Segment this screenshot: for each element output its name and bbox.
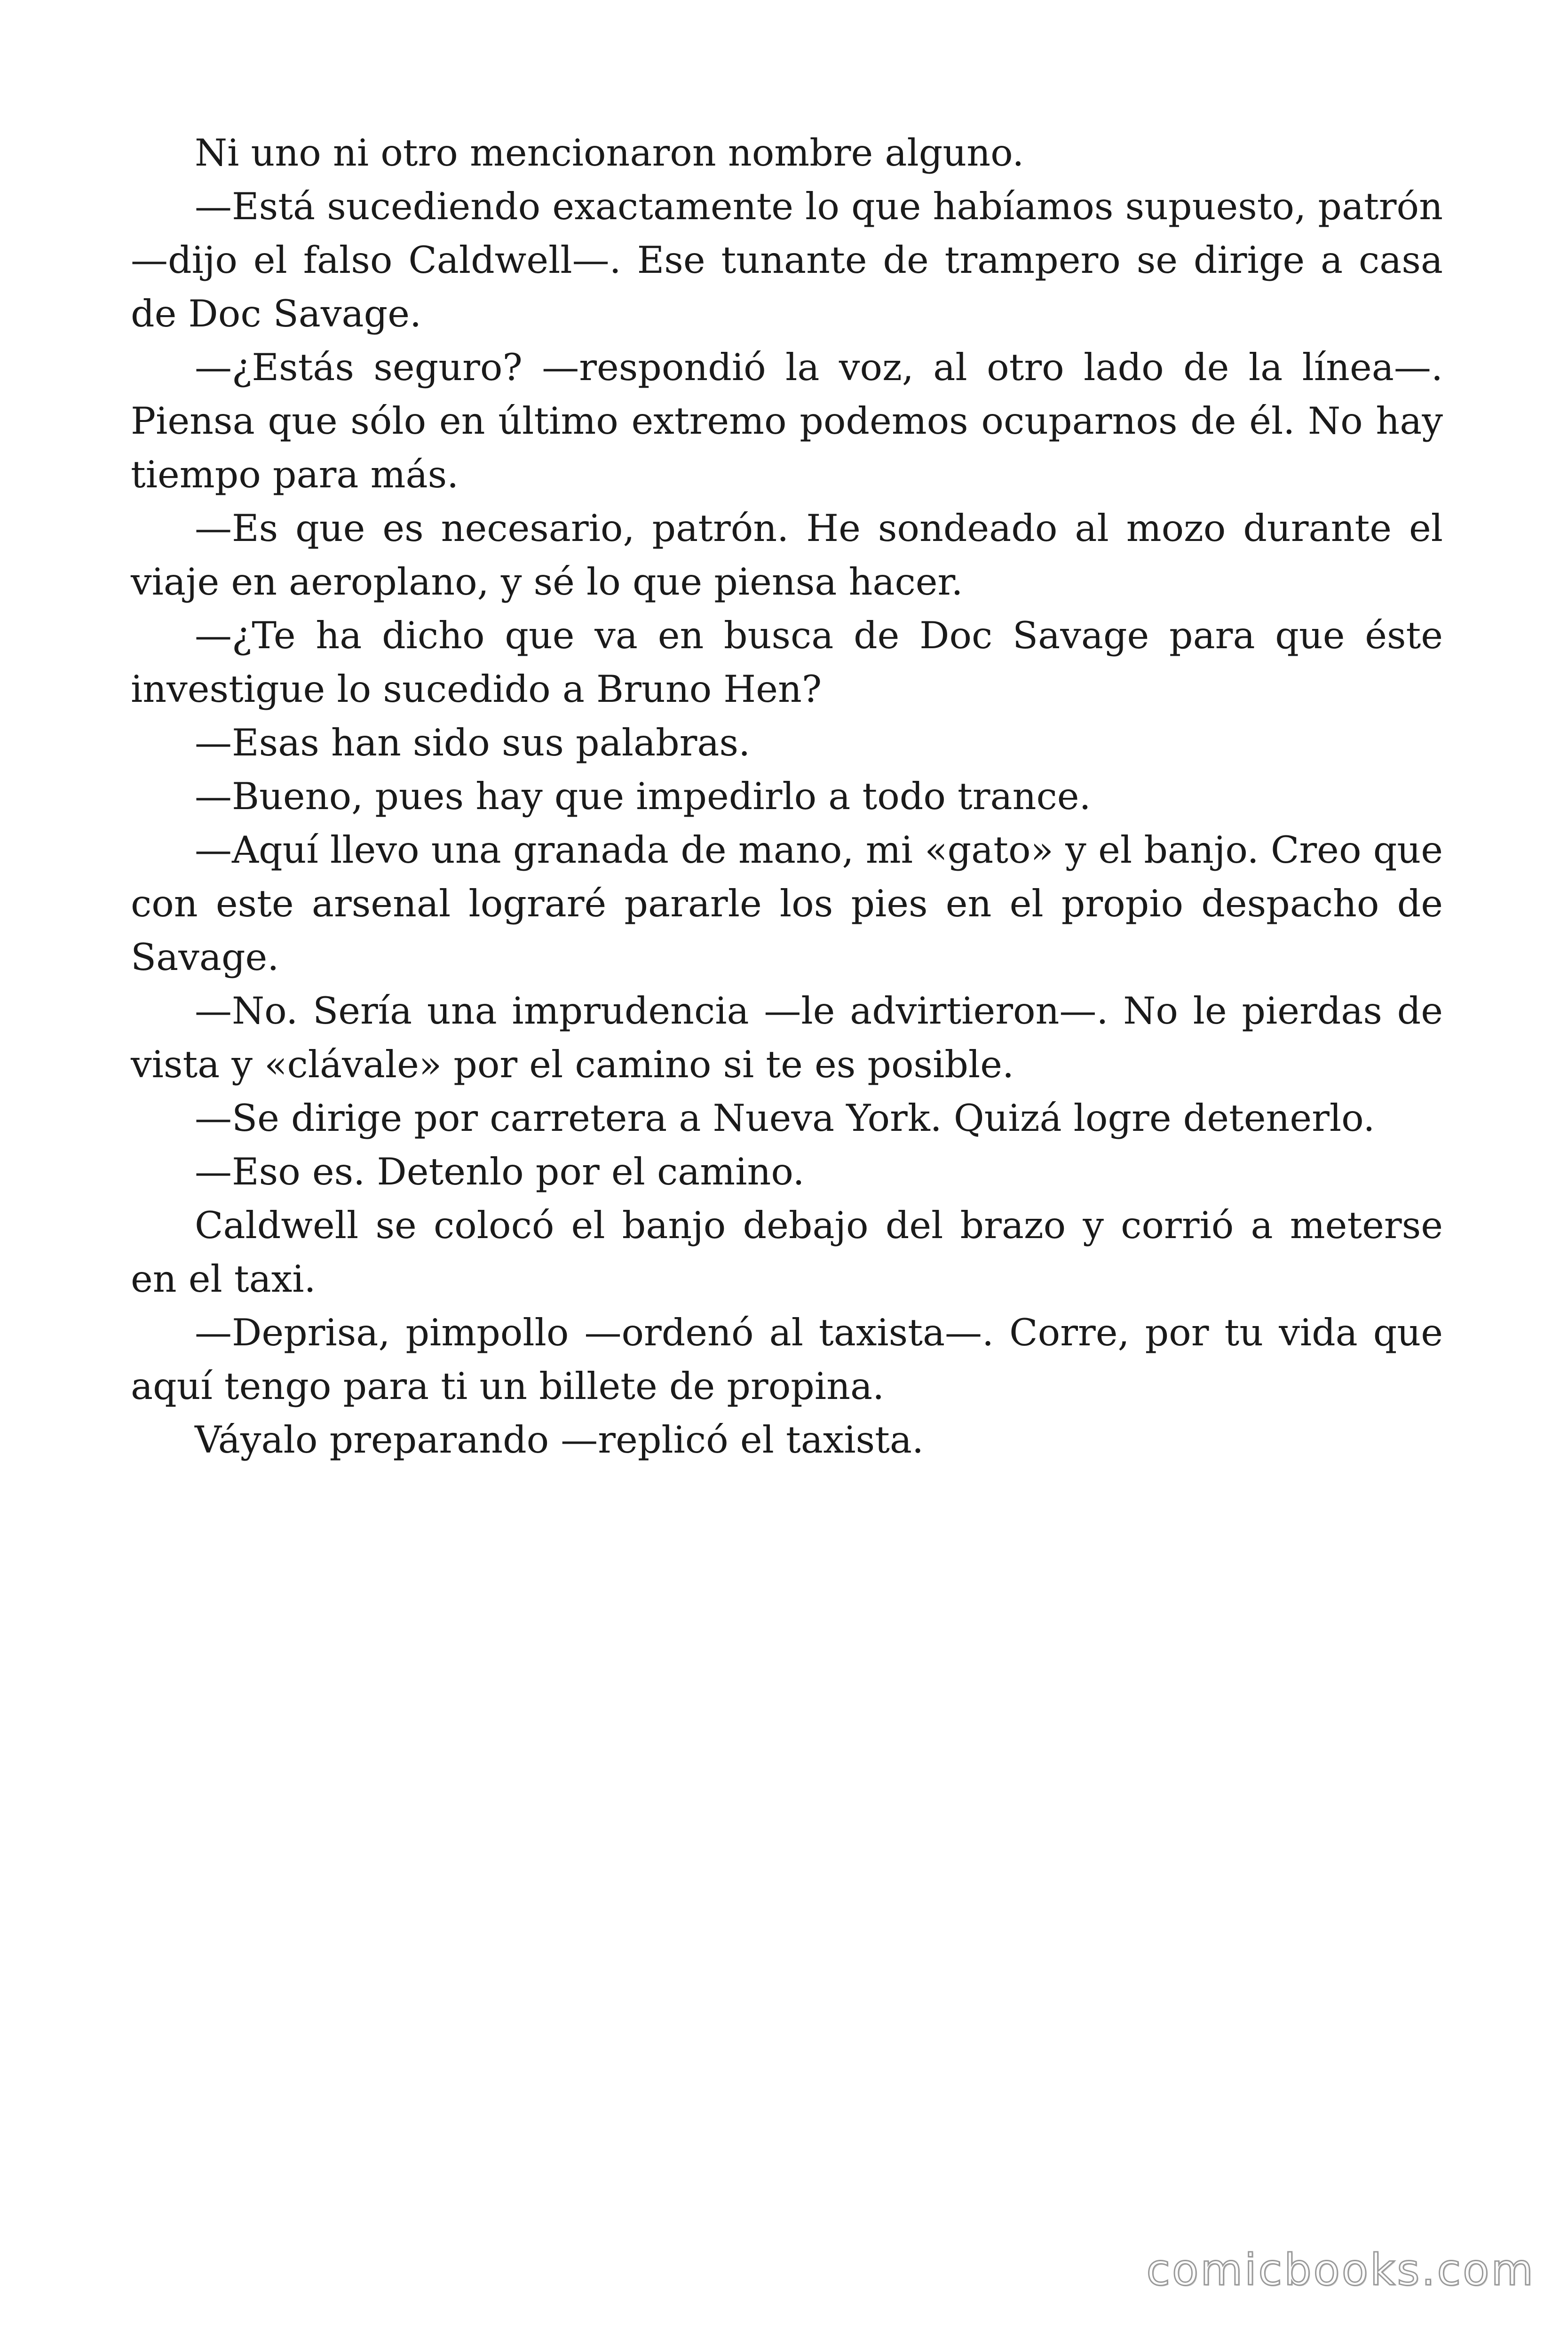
paragraph-11: —Eso es. Detenlo por el camino. [195,1150,805,1193]
watermark-logo: comicbooks.com [1146,2245,1535,2295]
paragraph-8: —Aquí llevo una granada de mano, mi «gato» y el banjo. Creo que con este arsenal lograré pararle los pies en el propio despacho de Savage. [131,828,1443,979]
paragraph-1: Ni uno ni otro mencionaron nombre alguno. [195,131,1024,175]
paragraph-2: —Está sucediendo exactamente lo que habíamos supuesto, patrón —dijo el falso Caldwell—. Ese tunante de trampero se dirige a casa de Doc Savage. [131,185,1443,335]
paragraph-14: Váyalo preparando —replicó el taxista. [195,1418,924,1462]
paragraph-4: —Es que es necesario, patrón. He sondeado al mozo durante el viaje en aeroplano, y sé lo que piensa hacer. [131,507,1443,604]
paragraph-12: Caldwell se colocó el banjo debajo del brazo y corrió a meterse en el taxi. [131,1204,1443,1301]
paragraph-5: —¿Te ha dicho que va en busca de Doc Savage para que éste investigue lo sucedido a Bruno Hen? [131,614,1443,711]
paragraph-6: —Esas han sido sus palabras. [195,721,751,764]
document-body [131,126,1443,1467]
paragraph-3: —¿Estás seguro? —respondió la voz, al otro lado de la línea—. Piensa que sólo en último extremo podemos ocuparnos de él. No hay tiempo para más. [131,346,1443,496]
paragraph-13: —Deprisa, pimpollo —ordenó al taxista—. Corre, por tu vida que aquí tengo para ti un billete de propina. [131,1311,1443,1408]
paragraph-7: —Bueno, pues hay que impedirlo a todo trance. [195,775,1091,818]
paragraph-9: —No. Sería una imprudencia —le advirtieron—. No le pierdas de vista y «clávale» por el camino si te es posible. [131,989,1443,1086]
paragraph-10: —Se dirige por carretera a Nueva York. Quizá logre detenerlo. [195,1097,1375,1140]
